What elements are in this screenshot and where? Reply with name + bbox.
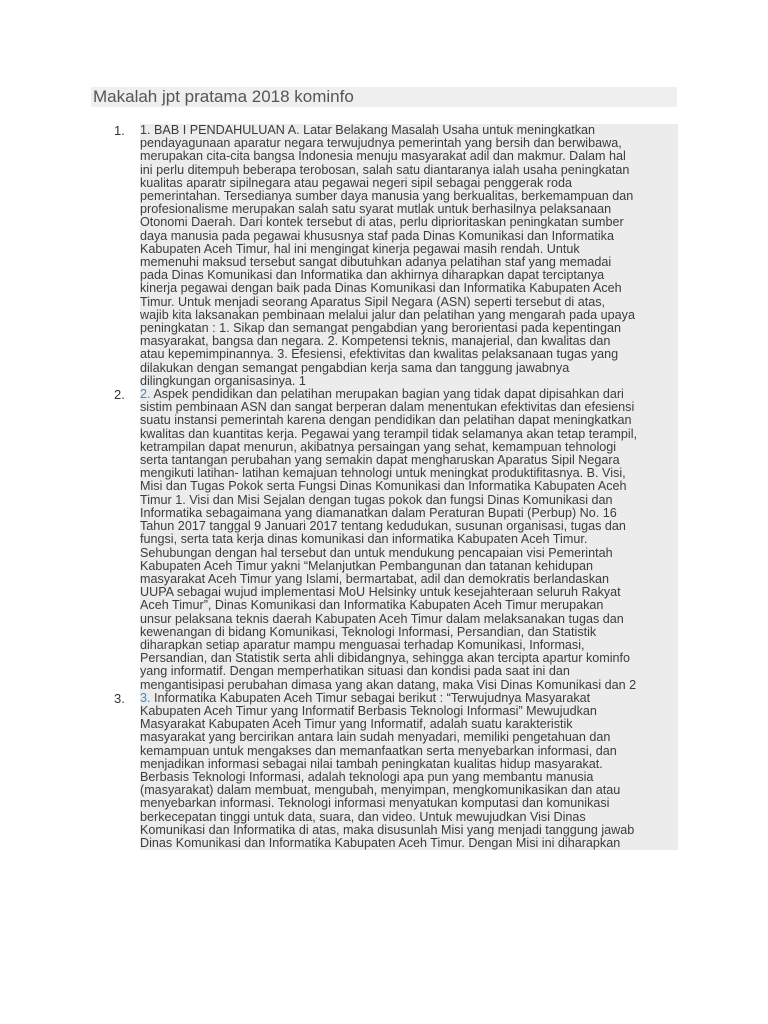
list-item-lead[interactable]: 2. — [140, 387, 151, 402]
list-item-text — [140, 124, 678, 388]
list-item-lead: 1. — [140, 123, 151, 137]
list-item-body: Informatika Kabupaten Aceh Timur sebagai berikut : “Terwujudnya Masyarakat Kabupaten Aceh Timur yang Informatif Berbasis Teknologi Informasi” Mewujudkan Masyarakat Kabupaten Aceh Timur yang Informatif, adalah suatu karakteristik masyarakat yang bercirikan antara lain sudah menyadari, memiliki pengetahuan dan kemampuan untuk mengakses dan memanfaatkan serta menyebarkan informasi, dan menjadikan informasi sebagai nilai tambah peningkatan kualitas hidup masyarakat. Berbasis Teknologi Informasi, adalah teknologi apa pun yang membantu manusia (masyarakat) dalam membuat, mengubah, menyimpan, mengkomunikasikan dan atau menyebarkan informasi. Teknologi informasi menyatukan komputasi dan komunikasi berkecepatan tinggi untuk data, suara, dan video. Untuk mewujudkan Visi Dinas Komunikasi dan Informatika di atas, maka disusunlah Misi yang menjadi tanggung jawab Dinas Komunikasi dan Informatika Kabupaten Aceh Timur. Dengan Misi ini diharapkan — [140, 690, 635, 850]
list-item-body: BAB I PENDAHULUAN A. Latar Belakang Masalah Usaha untuk meningkatkan pendayagunaan aparatur negara terwujudnya pemerintah yang bersih dan berwibawa, merupakan cita-cita bangsa Indonesia menuju masyarakat adil dan makmur. Dalam hal ini perlu ditempuh beberapa terobosan, salah satu diantaranya ialah usaha peningkatan kualitas aparatr sipilnegara atau pegawai negeri sipil sebagai penggerak roda pemerintahan. Tersedianya sumber daya manusia yang berkualitas, berkemampuan dan profesionalisme merupakan salah satu syarat mutlak untuk berhasilnya pelaksanaan Otonomi Daerah. Dari kontek tersebut di atas, perlu diprioritaskan peningkatan sumber daya manusia pada pegawai khususnya staf pada Dinas Komunikasi dan Informatika Kabupaten Aceh Timur, hal ini mengingat kinerja pegawai masih rendah. Untuk memenuhi maksud tersebut sangat dibutuhkan adanya pelatihan staf yang memadai pada Dinas Komunikasi dan Informatika dan akhirnya diharapkan dapat terciptanya kinerja pegawai dengan baik pada Dinas Komunikasi dan Informatika Kabupaten Aceh Timur. Untuk menjadi seorang Aparatus Sipil Negara (ASN) seperti tersebut di atas, wajib kita laksanakan pembinaan melalui jalur dan pelatihan yang mengarah pada upaya peningkatan : 1. Sikap dan semangat pengabdian yang berorientasi pada kepentingan masyarakat, bangsa dan negara. 2. Kompetensi teknis, manajerial, dan kwalitas dan atau kepemimpinannya. 3. Efesiensi, efektivitas dan kwalitas pelaksanaan tugas yang dilakukan dengan semangat pengabdian kerja sama dan tanggung jawabnya dilingkungan organisasinya. 1 — [140, 123, 635, 388]
list-item-text — [140, 388, 678, 692]
document-list — [110, 124, 678, 850]
list-item-number: 2. — [114, 387, 125, 403]
list-item-text — [140, 692, 678, 850]
list-item-lead[interactable]: 3. — [140, 690, 151, 705]
list-item-body: Aspek pendidikan dan pelatihan merupakan bagian yang tidak dapat dipisahkan dari sistim pembinaan ASN dan sangat berperan dalam menentukan efektivitas dan efesiensi suatu instansi pemerintah karena dengan pendidikan dan pelatihan dapat meningkatkan kwalitas dan kuantitas kerja. Pegawai yang terampil tidak selamanya akan tetap terampil, ketrampilan dapat menurun, akibatnya persaingan yang sehat, kemampuan tehnologi serta tantangan perubahan yang semakin dapat mengharuskan Aparatus Sipil Negara mengikuti latihan- latihan kemajuan tehnologi untuk meningkat produktifitasnya. B. Visi, Misi dan Tugas Pokok serta Fungsi Dinas Komunikasi dan Informatika Kabupaten Aceh Timur 1. Visi dan Misi Sejalan dengan tugas pokok dan fungsi Dinas Komunikasi dan Informatika sebagaimana yang diamanatkan dalam Peraturan Bupati (Perbup) No. 16 Tahun 2017 tanggal 9 Januari 2017 tentang kedudukan, susunan organisasi, tugas dan fungsi, serta tata kerja dinas komunikasi dan informatika Kabupaten Aceh Timur. Sehubungan dengan hal tersebut dan untuk mendukung pencapaian visi Pemerintah Kabupaten Aceh Timur yakni “Melanjutkan Pembangunan dan tatanan kehidupan masyarakat Aceh Timur yang Islami, bermartabat, adil dan demokratis berlandaskan UUPA sebagai wujud implementasi MoU Helsinky untuk kesejahteraan seluruh Rakyat Aceh Timur”, Dinas Komunikasi dan Informatika Kabupaten Aceh Timur merupakan unsur pelaksana teknis daerah Kabupaten Aceh Timur dalam melaksanakan tugas dan kewenangan di bidang Komunikasi, Teknologi Informasi, Persandian, dan Statistik diharapkan setiap aparatur mampu menguasai terhadap Komunikasi, Informasi, Persandian, dan Statistik serta ahli dibidangnya, sehingga akan tercipta apartur kominfo yang informatif. Dengan memperhatikan situasi dan kondisi pada saat ini dan mengantisipasi perubahan dimasa yang akan datang, maka Visi Dinas Komunikasi dan 2 — [140, 387, 638, 692]
list-item-3 — [110, 692, 678, 850]
list-item-number: 3. — [114, 690, 125, 706]
document-title: Makalah jpt pratama 2018 kominfo — [91, 87, 677, 107]
list-item-number: 1. — [114, 123, 125, 138]
list-item-2 — [110, 388, 678, 692]
list-item-1 — [110, 124, 678, 388]
